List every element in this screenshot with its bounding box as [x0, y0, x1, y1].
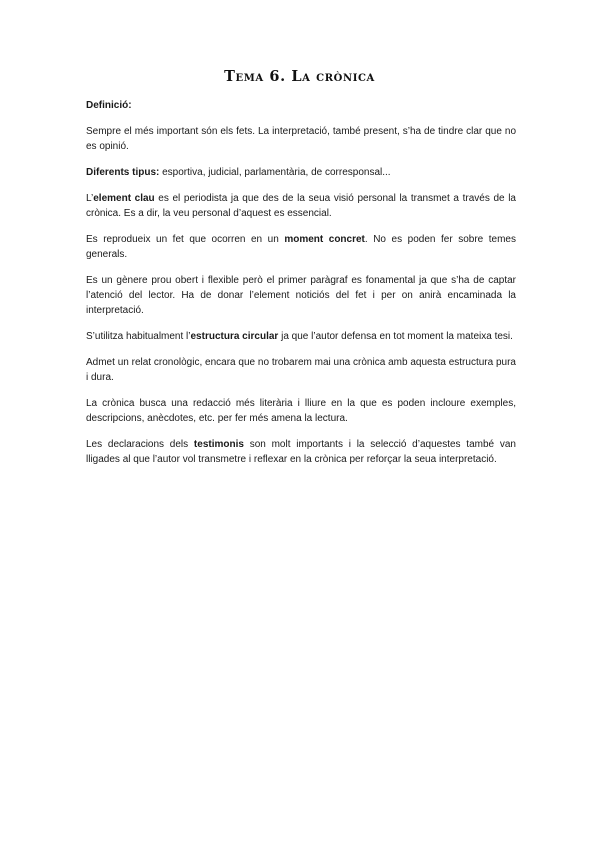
paragraph-text: es el periodista ja que des de la seua visió personal la transmet a través de la crònica. Es a dir, la veu personal d’aquest es essencial.: [86, 193, 516, 219]
paragraph: [86, 329, 516, 344]
paragraph: [86, 165, 516, 180]
document-body: [86, 98, 516, 478]
paragraph-list: [86, 124, 516, 467]
bold-term: testimonis: [193, 439, 244, 450]
bold-term: moment concret: [284, 234, 365, 245]
section-heading: Definició:: [86, 100, 132, 111]
bold-term: estructura circular: [190, 331, 279, 342]
paragraph-text: Sempre el més important són els fets. La interpretació, també present, s’ha de tindre clar que no es opinió.: [86, 126, 516, 152]
paragraph: [86, 124, 516, 154]
paragraph: [86, 232, 516, 262]
bold-term: Diferents tipus:: [86, 167, 160, 178]
paragraph-text: Les declaracions dels: [86, 439, 194, 450]
document-title: Tema 6. La crònica: [224, 68, 375, 85]
paragraph: [86, 191, 516, 221]
paragraph-text: L’: [86, 193, 94, 204]
paragraph-text: Es reprodueix un fet que ocorren en un: [86, 234, 285, 245]
paragraph-text: Es un gènere prou obert i flexible però el primer paràgraf es fonamental ja que s’ha de captar l’atenció del lector. Ha de donar l’element noticiós del fet i per on anirà encaminada la interpretació.: [86, 275, 516, 316]
paragraph: [86, 437, 516, 467]
paragraph-text: La crònica busca una redacció més literària i lliure en la que es poden incloure exemples, descripcions, anècdotes, etc. per fer més amena la lectura.: [86, 398, 516, 424]
bold-term: element clau: [93, 193, 155, 204]
paragraph-text: Admet un relat cronològic, encara que no trobarem mai una crònica amb aquesta estructura pura i dura.: [86, 357, 516, 383]
paragraph-text: S’utilitza habitualment l’: [86, 331, 191, 342]
paragraph-text: esportiva, judicial, parlamentària, de corresponsal...: [159, 167, 391, 178]
paragraph-text: . No es poden fer sobre temes generals.: [86, 234, 516, 260]
paragraph-text: son molt importants i la selecció d’aquestes també van lligades al que l’autor vol transmetre i reflexar en la crònica per reforçar la seua interpretació.: [86, 439, 516, 465]
paragraph: [86, 396, 516, 426]
paragraph: [86, 355, 516, 385]
paragraph: [86, 273, 516, 318]
paragraph-text: ja que l’autor defensa en tot moment la mateixa tesi.: [278, 331, 513, 342]
